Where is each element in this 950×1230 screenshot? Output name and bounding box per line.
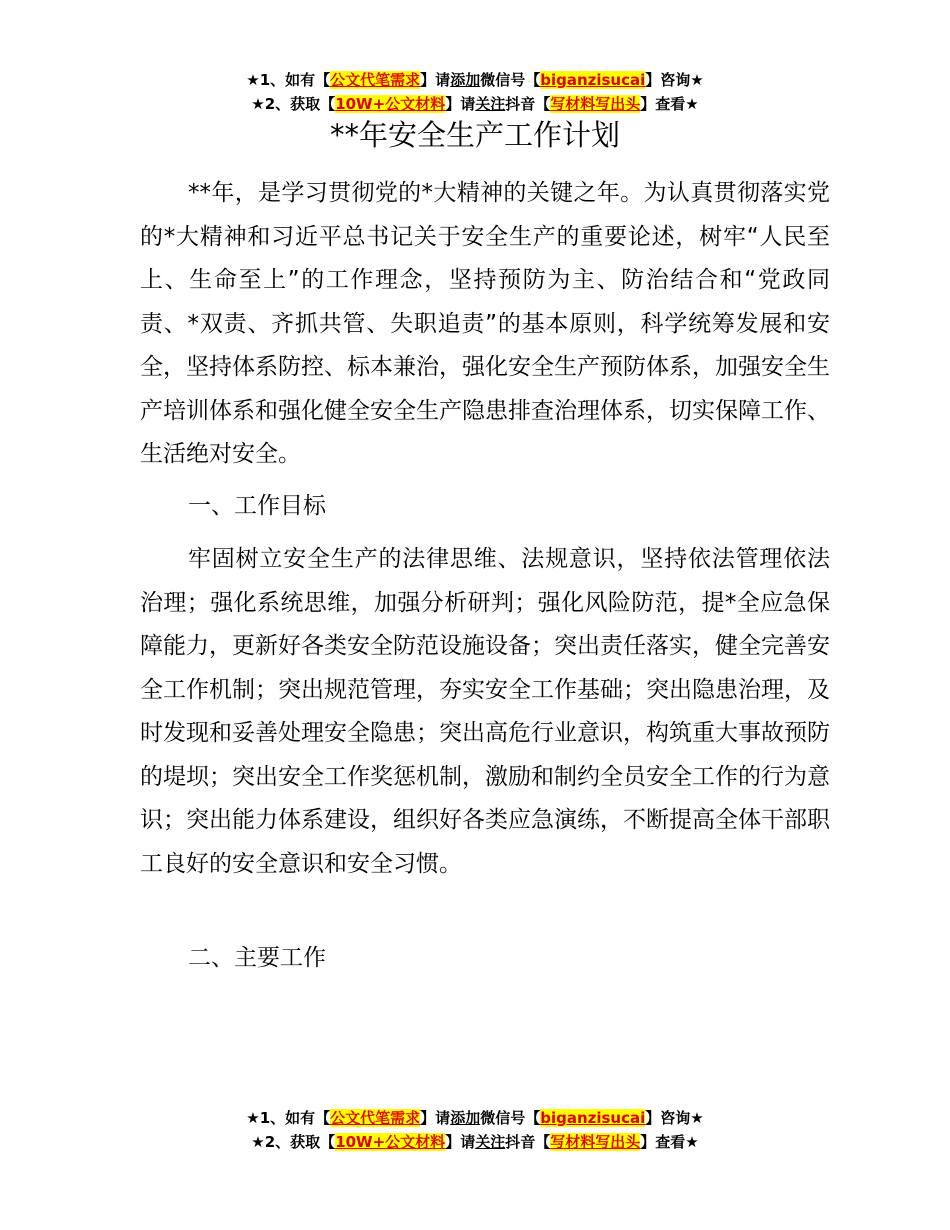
highlight-materials: 10W+公文材料	[335, 1133, 446, 1151]
banner-line-2: ★2、获取【10W+公文材料】请关注抖音【写材料写出头】查看★	[251, 1133, 699, 1151]
banner-line-2: ★2、获取【10W+公文材料】请关注抖音【写材料写出头】查看★	[251, 95, 699, 113]
highlight-ghostwriting: 公文代笔需求	[330, 71, 421, 89]
highlight-douyin-account: 写材料写出头	[550, 95, 641, 113]
highlight-douyin-account: 写材料写出头	[550, 1133, 641, 1151]
highlight-ghostwriting: 公文代笔需求	[330, 1109, 421, 1127]
banner-line-1: ★1、如有【公文代笔需求】请添加微信号【biganzisucai】咨询★	[246, 71, 704, 89]
section-heading-goals: 一、工作目标	[188, 493, 326, 519]
highlight-wechat-id: biganzisucai	[540, 1109, 646, 1127]
highlight-wechat-id: biganzisucai	[540, 71, 646, 89]
header-banner	[0, 68, 950, 116]
intro-paragraph: **年，是学习贯彻党的*大精神的关键之年。为认真贯彻落实党的*大精神和习近平总书记关于安全生产的重要论述，树牢“人民至上、生命至上”的工作理念，坚持预防为主、防治结合和“党政同责、*双责、齐抓共管、失职追责”的基本原则，科学统筹发展和安全，坚持体系防控、标本兼治，强化安全生产预防体系，加强安全生产培训体系和强化健全安全生产隐患排查治理体系，切实保障工作、生活绝对安全。	[140, 180, 830, 467]
footer-banner	[0, 1106, 950, 1154]
banner-line-1: ★1、如有【公文代笔需求】请添加微信号【biganzisucai】咨询★	[246, 1109, 704, 1127]
highlight-materials: 10W+公文材料	[335, 95, 446, 113]
document-title: **年安全生产工作计划	[329, 118, 620, 152]
section-heading-main-work: 二、主要工作	[188, 945, 326, 971]
goals-paragraph: 牢固树立安全生产的法律思维、法规意识，坚持依法管理依法治理；强化系统思维，加强分析研判；强化风险防范，提*全应急保障能力，更新好各类安全防范设施设备；突出责任落实，健全完善安全工作机制；突出规范管理，夯实安全工作基础；突出隐患治理，及时发现和妥善处理安全隐患；突出高危行业意识，构筑重大事故预防的堤坝；突出安全工作奖惩机制，激励和制约全员安全工作的行为意识；突出能力体系建设，组织好各类应急演练，不断提高全体干部职工良好的安全意识和安全习惯。	[140, 546, 830, 877]
